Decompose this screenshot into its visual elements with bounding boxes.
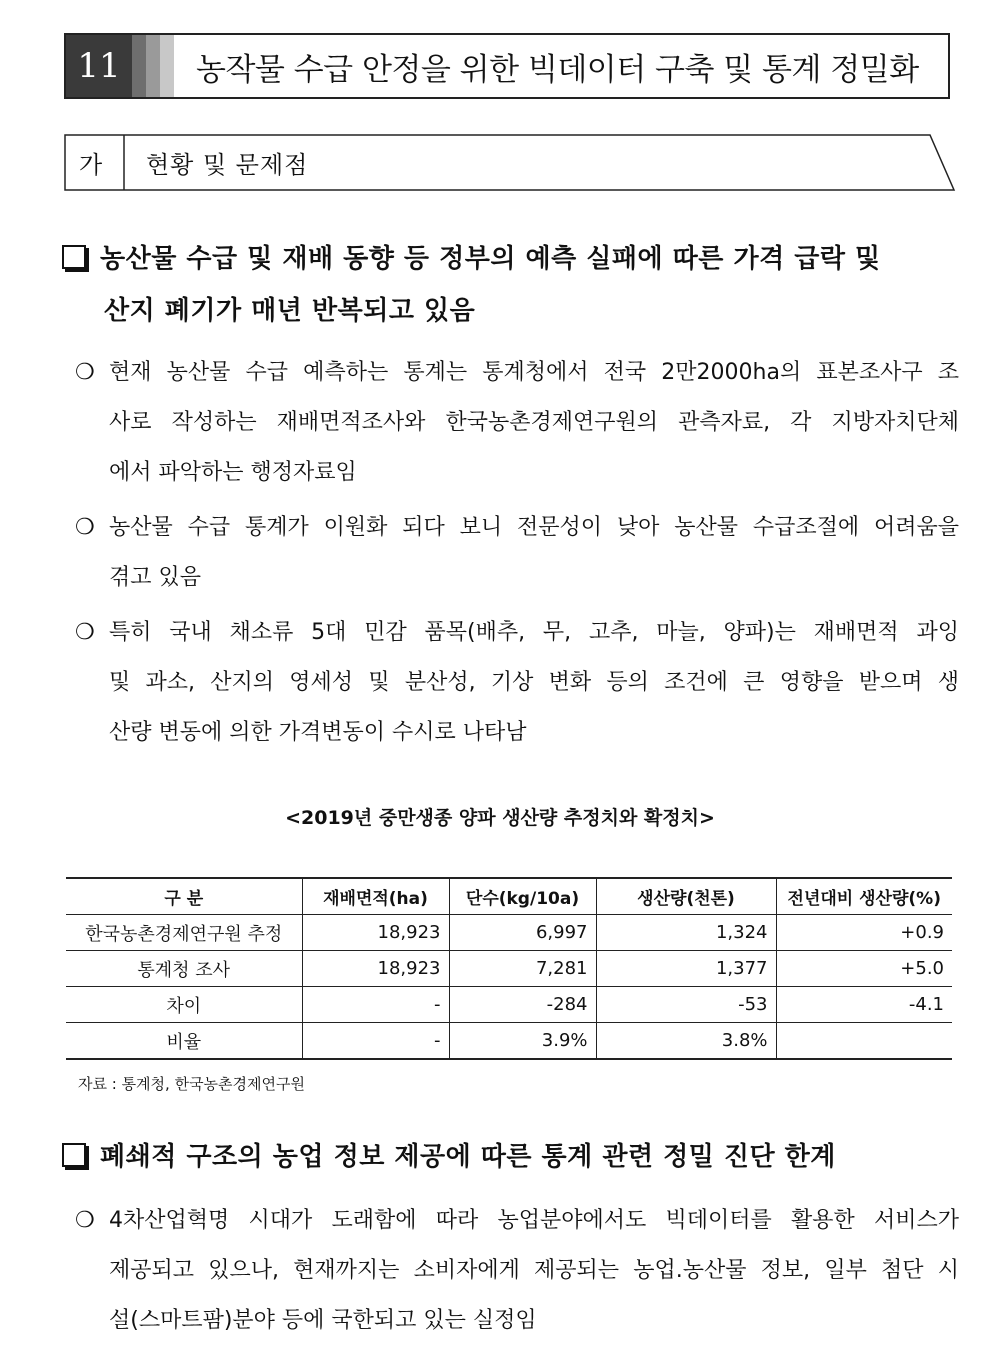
subsection-label: 가 <box>79 151 103 179</box>
bullet-line: 산량 변동에 의한 가격변동이 수시로 나타남 <box>109 720 527 745</box>
checkbox-icon <box>62 1143 86 1167</box>
bullet-line: 현재 농산물 수급 예측하는 통계는 통계청에서 전국 2만2000ha의 표본조사구 조 <box>109 360 959 385</box>
table-row <box>66 1023 952 1060</box>
data-table <box>66 877 952 1060</box>
table-cell: 3.9% <box>449 1023 596 1060</box>
table-caption: <2019년 중만생종 양파 생산량 추정치와 확정치> <box>285 807 715 829</box>
table-cell: - <box>302 987 449 1023</box>
table-cell: +5.0 <box>776 951 952 987</box>
chapter-number: 11 <box>66 35 132 97</box>
table-header-cell: 생산량(천톤) <box>596 878 776 915</box>
table-row <box>66 951 952 987</box>
table-cell: 6,997 <box>449 915 596 951</box>
checkbox-icon <box>62 245 86 269</box>
title-decoration-bars <box>132 35 174 97</box>
bullet-line: 농산물 수급 통계가 이원화 되다 보니 전문성이 낮아 농산물 수급조절에 어려움을 <box>109 515 959 540</box>
table-cell: 3.8% <box>596 1023 776 1060</box>
section-heading-2-text: 폐쇄적 구조의 농업 정보 제공에 따른 통계 관련 정밀 진단 한계 <box>100 1142 836 1172</box>
circle-bullet-icon: ❍ <box>75 620 95 645</box>
table-header-row <box>66 878 952 915</box>
subsection-title: 현황 및 문제점 <box>146 151 309 179</box>
section-heading-1-line1: 농산물 수급 및 재배 동향 등 정부의 예측 실패에 따른 가격 급락 및 <box>100 244 881 274</box>
table-header-cell: 전년대비 생산량(%) <box>776 878 952 915</box>
table-cell: +0.9 <box>776 915 952 951</box>
table-source-note: 자료 : 통계청, 한국농촌경제연구원 <box>78 1075 305 1093</box>
table-row <box>66 915 952 951</box>
bullet-line: 특히 국내 채소류 5대 민감 품목(배추, 무, 고추, 마늘, 양파)는 재배면적 과잉 <box>109 620 959 645</box>
table-row <box>66 987 952 1023</box>
table-cell: 한국농촌경제연구원 추정 <box>66 915 302 951</box>
bullet-line: 제공되고 있으나, 현재까지는 소비자에게 제공되는 농업.농산물 정보, 일부 첨단 시 <box>109 1258 959 1283</box>
bullet-line: 설(스마트팜)분야 등에 국한되고 있는 실정임 <box>109 1308 537 1333</box>
table-cell: -284 <box>449 987 596 1023</box>
circle-bullet-icon: ❍ <box>75 360 95 385</box>
chapter-title-box <box>64 33 950 99</box>
table-cell: 7,281 <box>449 951 596 987</box>
table-cell: 1,377 <box>596 951 776 987</box>
table-cell: -53 <box>596 987 776 1023</box>
section-heading-2 <box>62 1136 836 1173</box>
table-cell: 1,324 <box>596 915 776 951</box>
table-header-cell: 재배면적(ha) <box>302 878 449 915</box>
table-cell: 차이 <box>66 987 302 1023</box>
subsection-header <box>64 134 954 190</box>
section-heading-1-line2: 산지 폐기가 매년 반복되고 있음 <box>104 296 476 326</box>
table-header-cell: 구 분 <box>66 878 302 915</box>
bullet-line: 및 과소, 산지의 영세성 및 분산성, 기상 변화 등의 조건에 큰 영향을 받으며 생 <box>109 670 959 695</box>
circle-bullet-icon: ❍ <box>75 1208 95 1233</box>
table-cell: 통계청 조사 <box>66 951 302 987</box>
table-cell: -4.1 <box>776 987 952 1023</box>
bullet-line: 에서 파악하는 행정자료임 <box>109 460 357 485</box>
bullet-line: 4차산업혁명 시대가 도래함에 따라 농업분야에서도 빅데이터를 활용한 서비스가 <box>109 1208 959 1233</box>
bullet-line: 사로 작성하는 재배면적조사와 한국농촌경제연구원의 관측자료, 각 지방자치단체 <box>109 410 959 435</box>
chapter-title: 농작물 수급 안정을 위한 빅데이터 구축 및 통계 정밀화 <box>196 51 919 88</box>
table-cell: 18,923 <box>302 915 449 951</box>
table-cell: 비율 <box>66 1023 302 1060</box>
table-cell: - <box>302 1023 449 1060</box>
bullet-line: 겪고 있음 <box>109 565 202 590</box>
section-heading-1 <box>62 238 881 326</box>
table-cell <box>776 1023 952 1060</box>
table-header-cell: 단수(kg/10a) <box>449 878 596 915</box>
circle-bullet-icon: ❍ <box>75 515 95 540</box>
table-cell: 18,923 <box>302 951 449 987</box>
